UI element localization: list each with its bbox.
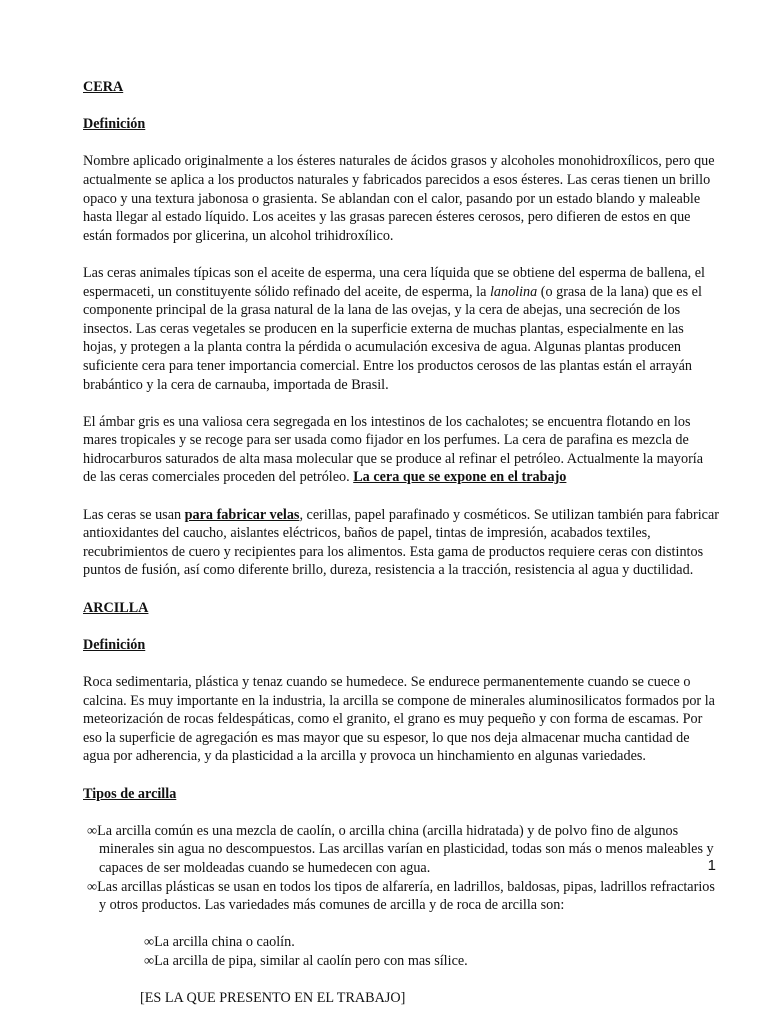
link-fabricar-velas[interactable]: para fabricar velas — [184, 506, 300, 523]
text: , cerillas, papel parafinado y cosméticos. Se utilizan también para fabricar antioxidantes del caucho, aislantes eléctricos, baños de papel, tintas de impresión, acabados textiles, recubrimientos de cuero y recipientes para los alimentos. Esta gama de productos requiere ceras con distintos puntos de fusión, así como diferente brillo, dureza, resistencia a la tracción, resistencia al agua y ductilidad. — [83, 506, 719, 579]
paragraph: Roca sedimentaria, plástica y tenaz cuando se humedece. Se endurece permanentemente cuando se cuece o calcina. Es muy importante en la industria, la arcilla se compone de minerales aluminosilicatos formados por la meteorización de rocas feldespáticas, como el granito, el grano es muy pequeño y con forma de escamas. Por eso la superficie de agregación es mas mayor que su espesor, lo que nos deja almacenar mucha cantidad de agua por adherencia, y da plasticidad a la arcilla y provoca un hinchamiento en algunas variedades. — [83, 674, 715, 765]
text: (o grasa de la lana) que es el componente principal de la grasa natural de la lana de las ovejas, y la cera de abejas, una secreción de los insectos. Las ceras vegetales se producen en la superficie externa de muchas plantas, especialmente en las hojas, y protegen a la planta contra la pérdida o acumulación excesiva de agua. Algunas plantas producen suficiente cera para tener importancia comercial. Entre los productos cerosos de las plantas están el arrayán brabántico y la cera de carnauba, importada de Brasil. — [83, 283, 702, 393]
italic-term: lanolina — [489, 283, 538, 300]
section-title-arcilla: ARCILLA — [83, 599, 149, 616]
page-number: 1 — [707, 857, 716, 874]
paragraph — [83, 506, 719, 580]
paragraph — [83, 264, 719, 394]
text: Las ceras animales típicas son el aceite de esperma, una cera líquida que se obtiene del esperma de ballena, el espermaceti, un constituyente sólido refinado del aceite, de esperma, la — [83, 264, 705, 300]
bullet-icon: ∞ — [144, 952, 155, 969]
bullet-icon: ∞ — [87, 878, 98, 895]
paragraph — [83, 413, 719, 487]
sub-list-item — [83, 952, 719, 971]
text: Las ceras se usan — [83, 506, 185, 523]
sub-list-item — [83, 933, 719, 952]
tipos-heading: Tipos de arcilla — [83, 785, 177, 802]
list-item — [83, 822, 719, 878]
section-title-cera: CERA — [83, 79, 124, 95]
text: Las arcillas plásticas se usan en todos los tipos de alfarería, en ladrillos, baldosas, pipas, ladrillos refractarios y otros productos. Las variedades más comunes de arcilla y de roca de arcilla son: — [97, 878, 715, 914]
bullet-icon: ∞ — [87, 822, 98, 839]
document-page — [83, 78, 719, 1026]
bullet-icon: ∞ — [144, 934, 155, 951]
text: El ámbar gris es una valiosa cera segregada en los intestinos de los cachalotes; se encuentra flotando en los mares tropicales y se recoge para ser usada como fijador en los perfumes. La cera de parafina es mezcla de hidrocarburos saturados de alta masa molecular que se produce al refinar el petróleo. Actualmente la mayoría de las ceras comerciales proceden del petróleo. — [83, 413, 704, 486]
link-cera-trabajo[interactable]: La cera que se expone en el trabajo — [353, 469, 567, 486]
list-item — [83, 878, 719, 915]
text: La arcilla común es una mezcla de caolín, o arcilla china (arcilla hidratada) y de polvo fino de algunos minerales sin agua no descompuestos. Las arcillas varían en plasticidad, todas son más o menos maleables y capaces de ser moldeadas cuando se humedecen con agua. — [97, 822, 714, 876]
definition-heading: Definición — [83, 636, 146, 653]
definition-heading: Definición — [83, 116, 146, 133]
text: La arcilla china o caolín. — [154, 934, 295, 951]
text: La arcilla de pipa, similar al caolín pero con mas sílice. — [154, 952, 468, 969]
paragraph: Nombre aplicado originalmente a los ésteres naturales de ácidos grasos y alcoholes monohidroxílicos, pero que actualmente se aplica a los productos naturales y fabricados parecidos a esos ésteres. Las ceras tienen un brillo opaco y una textura jabonosa o grasienta. Se ablandan con el calor, pasando por un estado blando y maleable hasta llegar al estado líquido. Los aceites y las grasas parecen ésteres cerosos, pero difieren de estos en que están formados por glicerina, un alcohol trihidroxílico. — [83, 153, 715, 244]
note: [ES LA QUE PRESENTO EN EL TRABAJO] — [140, 990, 406, 1007]
